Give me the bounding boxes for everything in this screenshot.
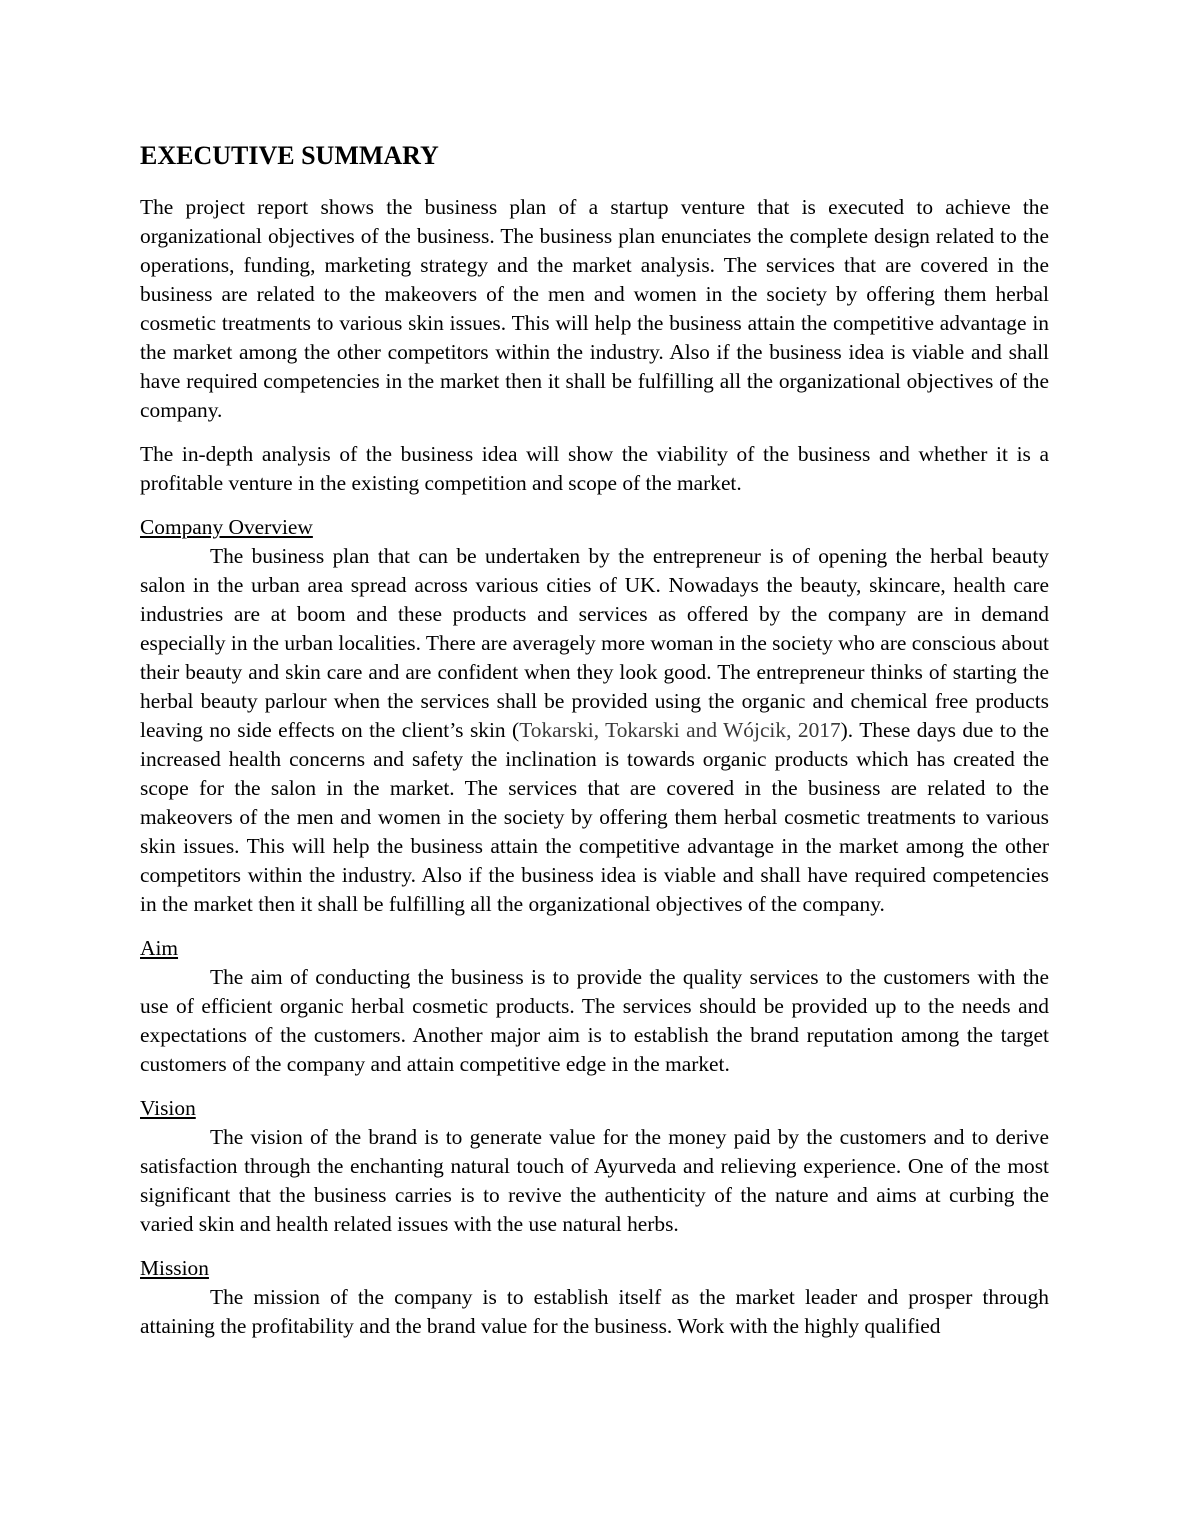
vision-paragraph: The vision of the brand is to generate value for the money paid by the customers and to derive satisfaction through the enchanting natural touch of Ayurveda and relieving experience. One of the most significant that the business carries is to revive the authenticity of the nature and aims at curbing the varied skin and health related issues with the use natural herbs.	[140, 1125, 1049, 1236]
company-overview-heading: Company Overview	[140, 515, 313, 539]
intro-paragraph-2: The in-depth analysis of the business idea will show the viability of the business and whether it is a profitable venture in the existing competition and scope of the market.	[140, 442, 1049, 495]
intro-paragraph-1: The project report shows the business plan of a startup venture that is executed to achieve the organizational objectives of the business. The business plan enunciates the complete design related to the operations, funding, marketing strategy and the market analysis. The services that are covered in the business are related to the makeovers of the men and women in the society by offering them herbal cosmetic treatments to various skin issues. This will help the business attain the competitive advantage in the market among the other competitors within the industry. Also if the business idea is viable and shall have required competencies in the market then it shall be fulfilling all the organizational objectives of the company.	[140, 195, 1049, 422]
mission-heading: Mission	[140, 1256, 209, 1280]
company-overview-paragraph	[140, 542, 1049, 919]
company-overview-text-before-citation: The business plan that can be undertaken by the entrepreneur is of opening the herbal beauty salon in the urban area spread across various cities of UK. Nowadays the beauty, skincare, health care industries are at boom and these products and services as offered by the company are in demand especially in the urban localities. There are averagely more woman in the society who are conscious about their beauty and skin care and are confident when they look good. The entrepreneur thinks of starting the herbal beauty parlour when the services shall be provided using the organic and chemical free products leaving no side effects on the client’s skin (	[140, 544, 1049, 742]
company-overview-citation: Tokarski, Tokarski and Wójcik, 2017	[519, 718, 841, 742]
aim-paragraph: The aim of conducting the business is to provide the quality services to the customers with the use of efficient organic herbal cosmetic products. The services should be provided up to the needs and expectations of the customers. Another major aim is to establish the brand reputation among the target customers of the company and attain competitive edge in the market.	[140, 965, 1049, 1076]
aim-heading: Aim	[140, 936, 179, 960]
vision-heading: Vision	[140, 1096, 196, 1120]
page-title: EXECUTIVE SUMMARY	[140, 141, 439, 170]
document-page	[140, 138, 1049, 1356]
mission-paragraph: The mission of the company is to establish itself as the market leader and prosper through attaining the profitability and the brand value for the business. Work with the highly qualified	[140, 1285, 1049, 1338]
company-overview-text-after-citation: ). These days due to the increased health concerns and safety the inclination is towards organic products which has created the scope for the salon in the market. The services that are covered in the business are related to the makeovers of the men and women in the society by offering them herbal cosmetic treatments to various skin issues. This will help the business attain the competitive advantage in the market among the other competitors within the industry. Also if the business idea is viable and shall have required competencies in the market then it shall be fulfilling all the organizational objectives of the company.	[140, 718, 1049, 916]
